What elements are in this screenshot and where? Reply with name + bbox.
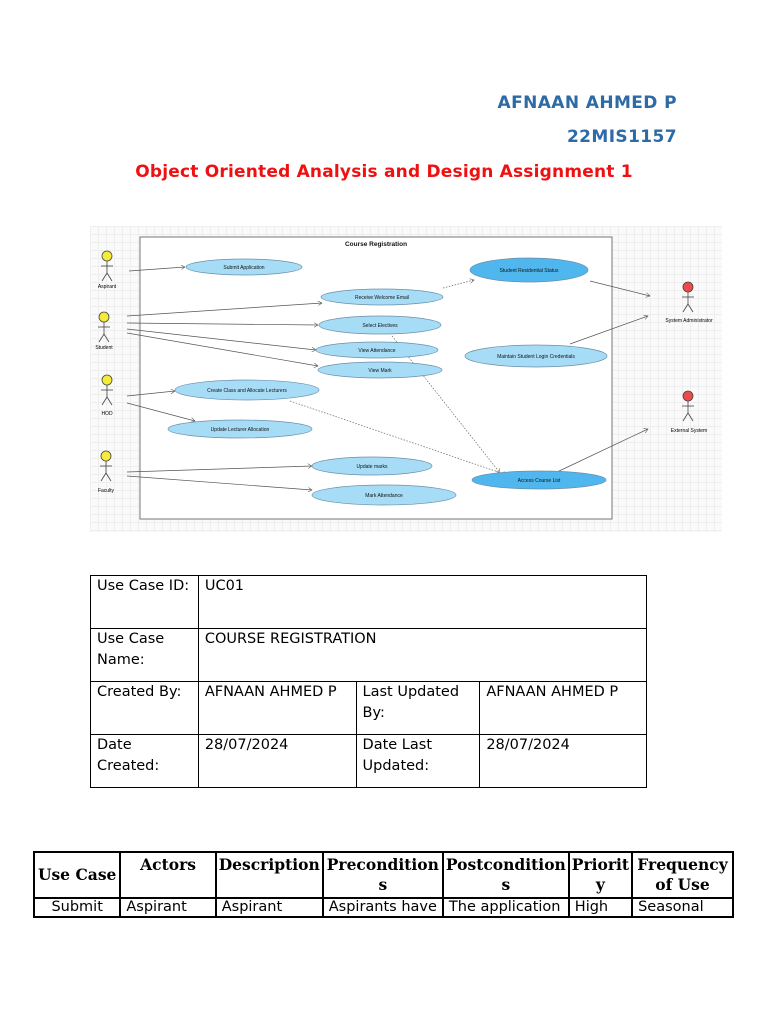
header-frequency: Frequency of Use	[632, 852, 733, 898]
usecase-label-view-mark: View Mark	[368, 368, 392, 374]
header-use-case: Use Case	[34, 852, 120, 898]
label-date-last-updated: Date Last Updated:	[356, 735, 480, 788]
actor-label-hod: HOD	[101, 411, 113, 417]
value-created-by: AFNAAN AHMED P	[198, 682, 356, 735]
label-use-case-name: Use Case Name:	[91, 629, 199, 682]
header-postconditions: Postcondition s	[443, 852, 569, 898]
label-created-by: Created By:	[91, 682, 199, 735]
value-date-created: 28/07/2024	[198, 735, 356, 788]
actor-label-aspirant: Aspirant	[97, 284, 117, 290]
info-row-authors	[91, 682, 647, 735]
usecase-label-receive-welcome-email: Receive Welcome Email	[354, 295, 410, 301]
usecase-label-student-residential-status: Student Residential Status	[499, 268, 559, 274]
system-admin-stick-figure-icon	[683, 282, 693, 292]
label-last-updated-by: Last Updated By:	[356, 682, 480, 735]
aspirant-stick-figure-icon	[102, 251, 112, 261]
info-row-id	[91, 576, 647, 629]
actor-student	[98, 312, 110, 342]
system-title: Course Registration	[344, 241, 408, 248]
registration-number: 22MIS1157	[566, 127, 677, 147]
usecase-label-create-class: Create Class and Allocate Lecturers	[207, 388, 287, 394]
label-use-case-id: Use Case ID:	[91, 576, 199, 629]
use-case-diagram-svg	[90, 226, 722, 532]
table-row	[34, 898, 733, 917]
header-priority: Priorit y	[569, 852, 632, 898]
cell-frequency: Seasonal	[632, 898, 733, 917]
value-last-updated-by: AFNAAN AHMED P	[480, 682, 647, 735]
author-name: AFNAAN AHMED P	[497, 93, 677, 113]
actor-label-student: Student	[95, 345, 113, 351]
actor-hod	[101, 375, 113, 405]
header-preconditions: Precondition s	[323, 852, 443, 898]
header-actors: Actors	[120, 852, 215, 898]
cell-actors: Aspirant	[120, 898, 215, 917]
detail-header-row	[34, 852, 733, 898]
faculty-stick-figure-icon	[101, 451, 111, 461]
use-case-info-table	[90, 575, 647, 788]
actor-label-system-administrator: System Administrator	[665, 318, 713, 324]
usecase-label-mark-attendance: Mark Attendance	[365, 493, 403, 499]
cell-preconditions: Aspirants have	[323, 898, 443, 917]
use-case-detail-table	[33, 851, 734, 918]
actor-label-faculty: Faculty	[97, 488, 115, 494]
cell-description: Aspirant	[216, 898, 323, 917]
hod-stick-figure-icon	[102, 375, 112, 385]
use-case-diagram	[90, 226, 722, 532]
value-use-case-name: COURSE REGISTRATION	[198, 629, 646, 682]
actor-faculty	[100, 451, 112, 481]
actor-external-system	[682, 391, 694, 421]
actor-aspirant	[101, 251, 113, 281]
actor-label-external-system: External System	[670, 428, 708, 434]
usecase-label-update-marks: Update marks	[356, 464, 388, 470]
info-row-name	[91, 629, 647, 682]
cell-use-case: Submit	[34, 898, 120, 917]
cell-postconditions: The application	[443, 898, 569, 917]
usecase-label-maintain-login-credentials: Maintain Student Login Credentials	[497, 354, 575, 360]
usecase-label-access-course-list: Access Course List	[517, 478, 561, 484]
external-system-stick-figure-icon	[683, 391, 693, 401]
usecase-label-view-attendance: View Attendance	[358, 348, 396, 354]
usecase-label-submit-application: Submit Application	[223, 265, 265, 271]
cell-priority: High	[569, 898, 632, 917]
usecase-label-select-electives: Select Electives	[362, 323, 398, 329]
header-description: Description	[216, 852, 323, 898]
value-use-case-id: UC01	[198, 576, 646, 629]
actor-system-administrator	[682, 282, 694, 312]
usecase-label-update-lecturer-allocation: Update Lecturer Allocation	[210, 427, 270, 433]
assignment-title: Object Oriented Analysis and Design Assignment 1	[135, 162, 633, 182]
value-date-last-updated: 28/07/2024	[480, 735, 647, 788]
student-stick-figure-icon	[99, 312, 109, 322]
label-date-created: Date Created:	[91, 735, 199, 788]
info-row-dates	[91, 735, 647, 788]
